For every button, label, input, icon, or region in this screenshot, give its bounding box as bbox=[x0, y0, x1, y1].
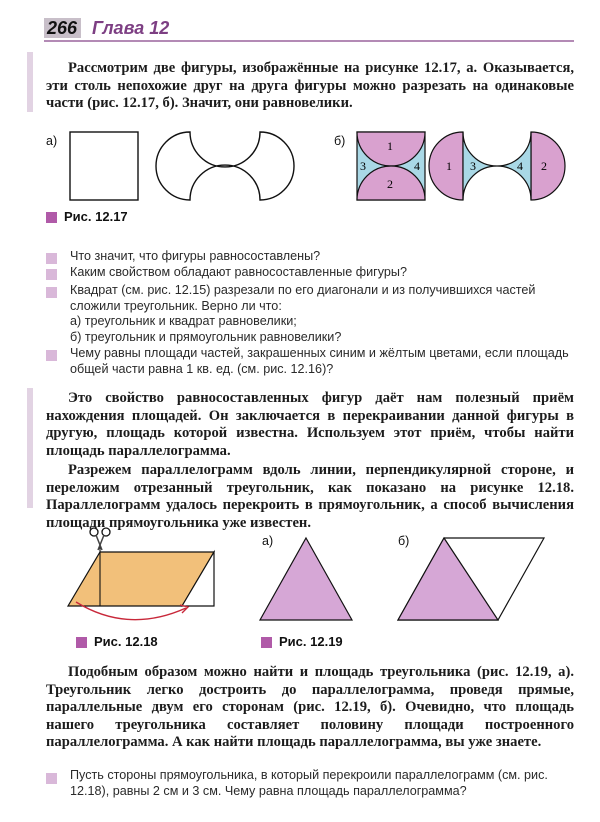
fig-12-19-caption: Рис. 12.19 bbox=[279, 634, 343, 649]
page-number: 266 bbox=[44, 18, 81, 38]
curved-piece-4 bbox=[497, 132, 531, 200]
intro-text: Рассмотрим две фигуры, изображённые на рисунке 12.17, а. Оказывается, эти столь непохожие друг на друга фигуры можно разрезать на одинаковые части (рис. 12.17, б). Значит, они равновелики. bbox=[46, 60, 574, 112]
paragraph-2-text: Это свойство равносоставленных фигур даёт нам полезный приём нахождения площадей. Он заключается в перекраивании данной фигуры в другую, площадь которой известна. Используем этот приём, чтобы найти площадь параллелограмма. bbox=[46, 390, 574, 459]
question-3a: а) треугольник и квадрат равновелики; bbox=[70, 314, 297, 328]
question-2: Каким свойством обладают равносоставленные фигуры? bbox=[70, 265, 407, 279]
part-label-3: 3 bbox=[360, 159, 366, 173]
question-3b: б) треугольник и прямоугольник равновелики? bbox=[70, 330, 342, 344]
question-3: Квадрат (см. рис. 12.15) разрезали по его диагонали и из получившихся частей сложили треугольник. Верно ли что: bbox=[70, 283, 536, 313]
fig-12-17-label-b: б) bbox=[334, 134, 346, 148]
part-label-2: 2 bbox=[387, 177, 393, 191]
part-label-2b: 2 bbox=[541, 159, 547, 173]
chapter-title: Глава 12 bbox=[92, 18, 170, 38]
question-marker bbox=[46, 253, 57, 264]
fig-12-17-b bbox=[357, 128, 597, 204]
paragraph-4 bbox=[46, 664, 574, 752]
fig-12-19-label-b: б) bbox=[398, 534, 410, 548]
paragraph-2 bbox=[46, 390, 574, 460]
question-marker bbox=[46, 287, 57, 298]
question-1: Что значит, что фигуры равносоставлены? bbox=[70, 249, 321, 263]
fig-12-18-caption: Рис. 12.18 bbox=[94, 634, 158, 649]
fig-12-18 bbox=[68, 524, 218, 614]
paragraph-4-text: Подобным образом можно найти и площадь треугольника (рис. 12.19, а). Треугольник легко достроить до параллелограмма, проведя прямые, параллельные двум его сторонам (рис. 12.19, б). Очевидно, что площадь нашего треугольника составляет половину площади построенного параллелограмма. А как найти площадь параллелограмма, вы уже знаете. bbox=[46, 664, 574, 751]
caption-marker bbox=[76, 637, 87, 648]
question-marker bbox=[46, 269, 57, 280]
final-question: Пусть стороны прямоугольника, в который перекроили параллелограмм (см. рис. 12.18), равны 2 см и 3 см. Чему равна площадь параллелограмма? bbox=[70, 768, 548, 798]
caption-marker bbox=[261, 637, 272, 648]
part-label-4b: 4 bbox=[517, 159, 523, 173]
triangle-shape bbox=[260, 538, 352, 620]
paragraph-3-text: Разрежем параллелограмм вдоль линии, перпендикулярной стороне, и переложим отрезанный треугольник, как показано на рисунке 12.18. Параллелограмм удалось перекроить в прямоугольник, а способ вычисления площади прямоугольника уже известен. bbox=[46, 462, 574, 531]
caption-marker bbox=[46, 212, 57, 223]
part-label-1: 1 bbox=[387, 139, 393, 153]
curved-piece-3 bbox=[463, 132, 497, 200]
question-4: Чему равны площади частей, закрашенных синим и жёлтым цветами, если площадь общей части равна 1 кв. ед. (см. рис. 12.16)? bbox=[70, 346, 569, 376]
fig-12-17-a bbox=[70, 128, 330, 204]
fig-12-19-a bbox=[260, 534, 360, 624]
part-label-4: 4 bbox=[414, 159, 420, 173]
fig-12-19-label-a: а) bbox=[262, 534, 274, 548]
intro-paragraph bbox=[46, 60, 574, 113]
fig-12-17-label-a: а) bbox=[46, 134, 58, 148]
question-marker bbox=[46, 350, 57, 361]
question-marker bbox=[46, 773, 57, 784]
curved-piece-2 bbox=[531, 132, 565, 200]
fig-12-17-caption: Рис. 12.17 bbox=[64, 209, 128, 224]
curved-figure bbox=[156, 132, 294, 200]
scissors-icon bbox=[90, 528, 110, 550]
fig-12-19-b bbox=[398, 534, 548, 624]
part-label-3b: 3 bbox=[470, 159, 476, 173]
paragraph-3 bbox=[46, 462, 574, 532]
margin-bar bbox=[27, 388, 33, 508]
part-label-1b: 1 bbox=[446, 159, 452, 173]
margin-bar bbox=[27, 52, 33, 112]
page-header bbox=[44, 18, 574, 42]
square-shape bbox=[70, 132, 138, 200]
